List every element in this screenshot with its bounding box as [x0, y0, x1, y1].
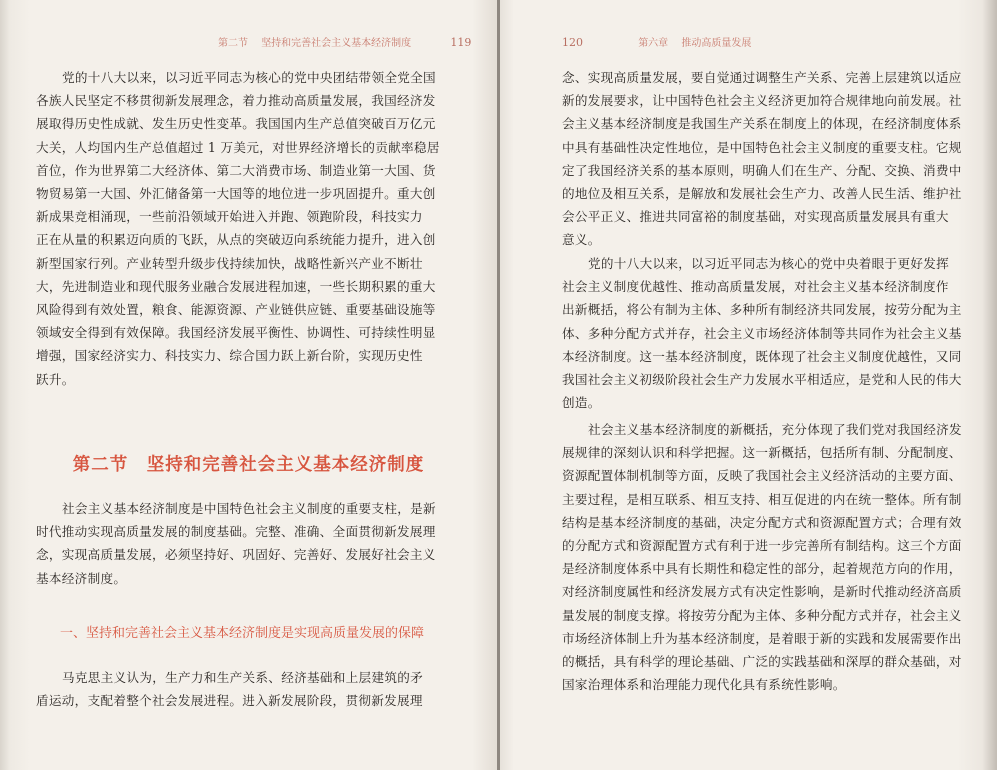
left-page-number: 119	[450, 36, 472, 49]
right-paragraph-3	[562, 418, 974, 696]
text-line: 新成果竞相涌现，一些前沿领域开始进入并跑、领跑阶段，科技实力	[36, 209, 423, 225]
text-line: 本经济制度。这一基本经济制度，既体现了社会主义制度优越性，又同	[562, 348, 962, 364]
text-line: 首位，作为世界第二大经济体、第二大消费市场、制造业第一大国、货	[36, 162, 436, 178]
right-page	[500, 0, 997, 770]
text-line: 领域安全得到有效保障。我国经济发展平衡性、协调性、可持续性明显	[36, 325, 436, 341]
text-line: 对经济制度属性和经济发展方式有决定性影响，是新时代推动经济高质	[562, 584, 962, 600]
text-line: 跃升。	[36, 371, 75, 387]
text-line: 创造。	[562, 395, 601, 411]
right-running-header	[562, 34, 761, 49]
text-line: 我国社会主义初级阶段社会生产力发展水平相适应，是党和人民的伟大	[562, 372, 962, 388]
text-line: 中具有基础性决定性地位，是中国特色社会主义制度的重要支柱。它规	[562, 139, 962, 155]
text-line: 党的十八大以来，以习近平同志为核心的党中央着眼于更好发挥	[588, 256, 950, 271]
left-paragraph-2	[36, 497, 446, 590]
text-line: 念、实现高质量发展，要自觉通过调整生产关系、完善上层建筑以适应	[562, 70, 962, 85]
subsection-title: 一、坚持和完善社会主义基本经济制度是实现高质量发展的保障	[60, 626, 425, 641]
text-line: 的概括，具有科学的理论基础、广泛的实践基础和深厚的群众基础，对	[562, 654, 962, 670]
text-line: 结构是基本经济制度的基础，决定分配方式和资源配置方式；合理有效	[562, 514, 962, 530]
left-running-header	[218, 34, 481, 49]
right-paragraph-1	[562, 66, 974, 252]
left-header-title: 坚持和完善社会主义基本经济制度	[261, 38, 412, 49]
left-paragraph-3	[36, 666, 446, 712]
right-page-number: 120	[562, 36, 583, 49]
text-line: 基本经济制度。	[36, 570, 127, 586]
text-line: 社会主义基本经济制度是中国特色社会主义制度的重要支柱，是新	[62, 501, 436, 516]
text-line: 意义。	[562, 232, 601, 248]
left-page	[0, 0, 497, 770]
text-line: 国家治理体系和治理能力现代化具有系统性影响。	[562, 677, 846, 693]
text-line: 时代推动实现高质量发展的制度基础。完整、准确、全面贯彻新发展理	[36, 524, 436, 540]
text-line: 社会主义制度优越性、推动高质量发展，对社会主义基本经济制度作	[562, 279, 949, 295]
text-line: 盾运动，支配着整个社会发展进程。进入新发展阶段，贯彻新发展理	[36, 693, 423, 709]
text-line: 党的十八大以来，以习近平同志为核心的党中央团结带领全党全国	[62, 70, 436, 85]
text-line: 是经济制度体系中具有长期性和稳定性的部分，起着规范方向的作用，	[562, 561, 962, 577]
text-line: 风险得到有效处置，粮食、能源资源、产业链供应链、重要基础设施等	[36, 302, 436, 318]
text-line: 物贸易第一大国、外汇储备第一大国等的地位进一步巩固提升。重大创	[36, 186, 436, 202]
left-header-section: 第二节	[218, 38, 248, 49]
left-paragraph-1	[36, 66, 446, 391]
text-line: 量发展的制度支撑。将按劳分配为主体、多种分配方式并存，社会主义	[562, 607, 962, 623]
text-line: 出新概括，将公有制为主体、多种所有制经济共同发展，按劳分配为主	[562, 302, 962, 318]
right-paragraph-2	[562, 252, 974, 414]
text-line: 正在从量的积累迈向质的飞跃，从点的突破迈向系统能力提升，进入创	[36, 232, 436, 248]
section-title: 第二节 坚持和完善社会主义基本经济制度	[72, 455, 425, 475]
text-line: 的地位及相互关系，是解放和发展社会生产力、改善人民生活、维护社	[562, 186, 962, 202]
text-line: 社会主义基本经济制度的新概括，充分体现了我们党对我国经济发	[588, 422, 962, 437]
text-line: 会公平正义、推进共同富裕的制度基础，对实现高质量发展具有重大	[562, 209, 949, 225]
text-line: 展取得历史性成就、发生历史性变革。我国国内生产总值突破百万亿元	[36, 116, 436, 132]
text-line: 大关，人均国内生产总值超过 1 万美元，对世界经济增长的贡献率稳居	[36, 139, 440, 155]
text-line: 市场经济体制上升为基本经济制度，是着眼于新的实践和发展需要作出	[562, 630, 962, 646]
text-line: 资源配置体制机制等方面，反映了我国社会主义经济活动的主要方面、	[562, 468, 962, 484]
text-line: 会主义基本经济制度是我国生产关系在制度上的体现，在经济制度体系	[562, 116, 962, 132]
text-line: 马克思主义认为，生产力和生产关系、经济基础和上层建筑的矛	[62, 670, 424, 685]
text-line: 新型国家行列。产业转型升级步伐持续加快，战略性新兴产业不断壮	[36, 255, 423, 271]
right-header-chapter: 第六章	[638, 38, 669, 49]
text-line: 的分配方式和资源配置方式有利于进一步完善所有制结构。这三个方面	[562, 538, 962, 554]
text-line: 定了我国经济关系的基本原则，明确人们在生产、分配、交换、消费中	[562, 162, 962, 178]
right-header-title: 推动高质量发展	[681, 38, 752, 49]
text-line: 各族人民坚定不移贯彻新发展理念，着力推动高质量发展，我国经济发	[36, 93, 436, 109]
text-line: 体、多种分配方式并存，社会主义市场经济体制等共同作为社会主义基	[562, 325, 962, 341]
text-line: 大，先进制造业和现代服务业融合发展进程加速，一些长期积累的重大	[36, 278, 436, 294]
text-line: 念，实现高质量发展，必须坚持好、巩固好、完善好、发展好社会主义	[36, 547, 436, 563]
text-line: 展规律的深刻认识和科学把握。这一新概括，包括所有制、分配制度、	[562, 445, 962, 461]
text-line: 增强，国家经济实力、科技实力、综合国力跃上新台阶，实现历史性	[36, 348, 423, 364]
text-line: 新的发展要求，让中国特色社会主义经济更加符合规律地向前发展。社	[562, 93, 962, 109]
text-line: 主要过程，是相互联系、相互支持、相互促进的内在统一整体。所有制	[562, 491, 962, 507]
